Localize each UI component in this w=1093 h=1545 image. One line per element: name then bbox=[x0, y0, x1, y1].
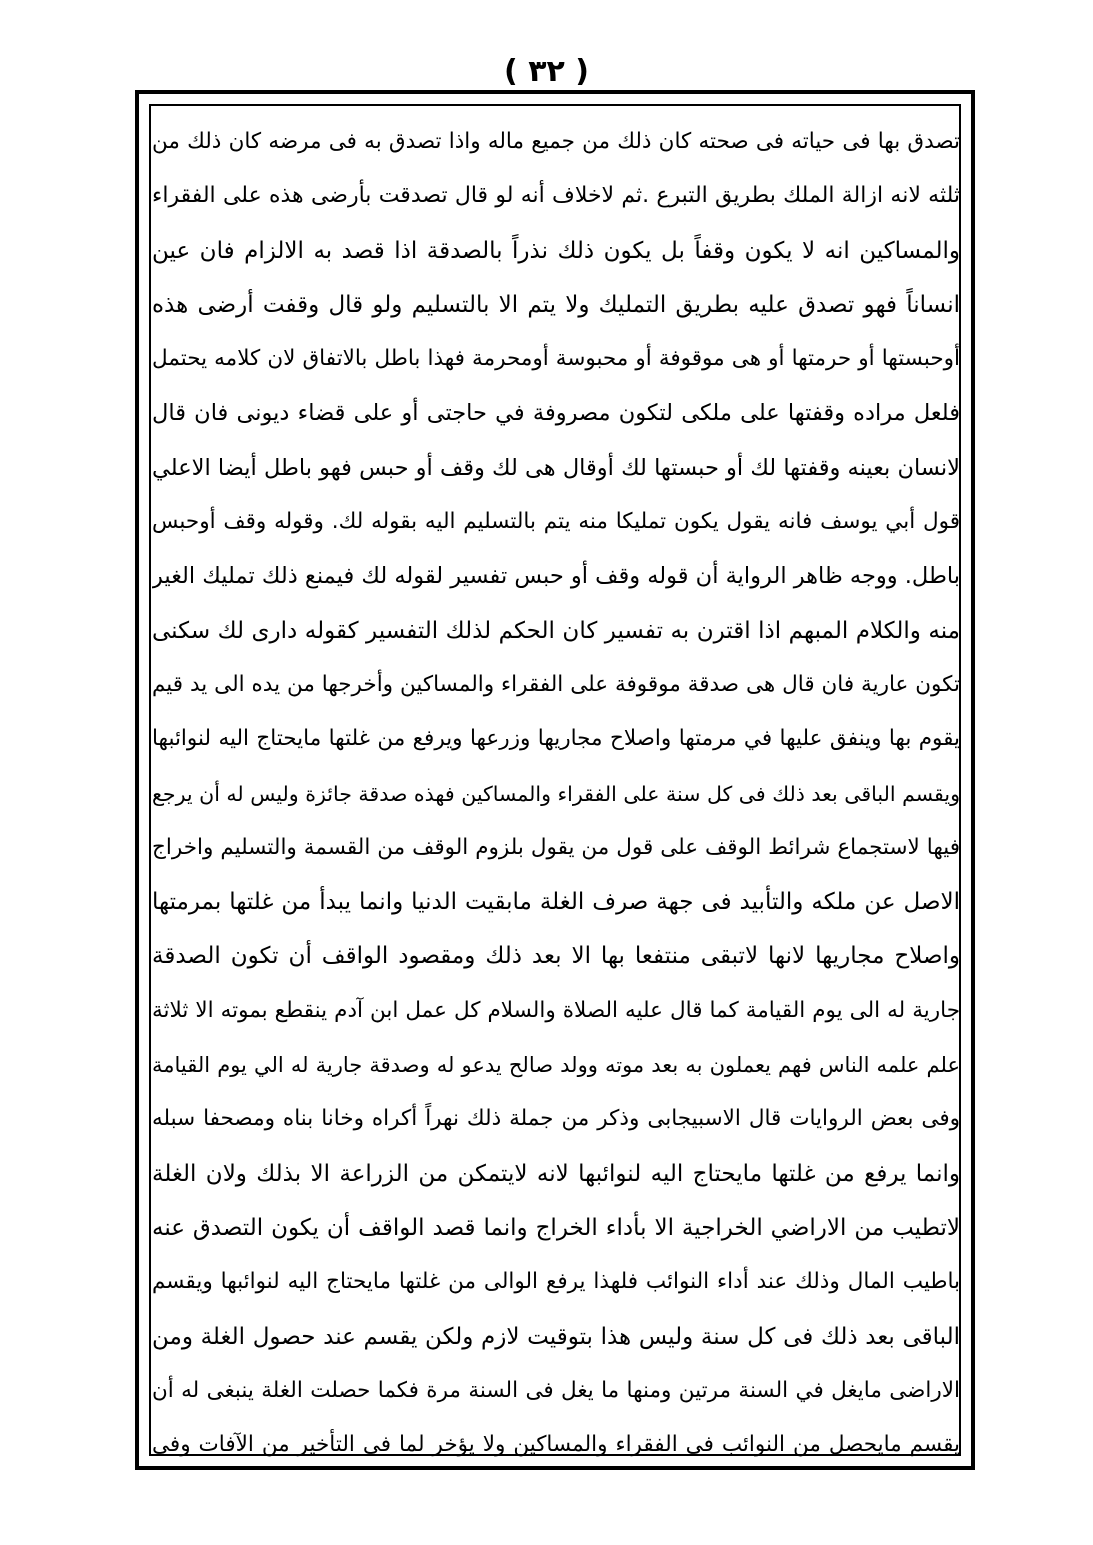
text-line: يقسم مايحصل من النوائب فى الفقراء والمساكين ولا يؤخر لما فى التأخير من الآفات وفى bbox=[152, 1432, 960, 1458]
body-text bbox=[152, 115, 960, 1472]
text-line: انساناً فهو تصدق عليه بطريق التمليك ولا يتم الا بالتسليم ولو قال وقفت أرضى هذه bbox=[152, 291, 960, 318]
text-line: فلعل مراده وقفتها على ملكى لتكون مصروفة في حاجتى أو على قضاء ديونى فان قال bbox=[152, 400, 960, 427]
text-line: باطل. ووجه ظاهر الرواية أن قوله وقف أو حبس تفسير لقوله لك فيمنع ذلك تمليك الغير bbox=[152, 563, 960, 590]
text-line: وفى بعض الروايات قال الاسبيجابى وذكر من جملة ذلك نهراً أكراه وخانا بناه ومصحفا سبله bbox=[152, 1106, 960, 1132]
text-line: وانما يرفع من غلتها مايحتاج اليه لنوائبها لانه لايتمكن من الزراعة الا بذلك ولان الغلة bbox=[152, 1160, 960, 1187]
text-line: ويقسم الباقى بعد ذلك فى كل سنة على الفقراء والمساكين فهذه صدقة جائزة وليس له أن يرجع bbox=[152, 781, 960, 806]
text-line: الاصل عن ملكه والتأبيد فى جهة صرف الغلة مابقيت الدنيا وانما يبدأ من غلتها بمرمتها bbox=[152, 889, 960, 916]
text-line: ثلثه لانه ازالة الملك بطريق التبرع .ثم لاخلاف أنه لو قال تصدقت بأرضى هذه على الفقراء bbox=[152, 183, 960, 209]
text-line: جارية له الى يوم القيامة كما قال عليه الصلاة والسلام كل عمل ابن آدم ينقطع بموته الا ثلاثة bbox=[152, 997, 960, 1023]
text-line: تكون عارية فان قال هى صدقة موقوفة على الفقراء والمساكين وأخرجها من يده الى يد قيم bbox=[152, 671, 960, 697]
text-line: فيها لاستجماع شرائط الوقف على قول من يقول بلزوم الوقف من القسمة والتسليم واخراج bbox=[152, 834, 960, 860]
text-line: لاتطيب من الاراضي الخراجية الا بأداء الخراج وانما قصد الواقف أن يكون التصدق عنه bbox=[152, 1214, 960, 1241]
text-line: واصلاح مجاريها لانها لاتبقى منتفعا بها الا بعد ذلك ومقصود الواقف أن تكون الصدقة bbox=[152, 943, 960, 970]
text-line: الباقى بعد ذلك فى كل سنة وليس هذا بتوقيت لازم ولكن يقسم عند حصول الغلة ومن bbox=[152, 1323, 960, 1350]
text-line: أوحبستها أو حرمتها أو هى موقوفة أو محبوسة أومحرمة فهذا باطل بالاتفاق لان كلامه يحتمل bbox=[152, 346, 960, 372]
text-line: علم علمه الناس فهم يعملون به بعد موته وولد صالح يدعو له وصدقة جارية له الي يوم القيامة bbox=[152, 1053, 960, 1078]
text-line: قول أبي يوسف فانه يقول يكون تمليكا منه يتم بالتسليم اليه بقوله لك. وقوله وقف أوحبس bbox=[152, 509, 960, 535]
text-line: يقوم بها وينفق عليها في مرمتها واصلاح مجاريها وزرعها ويرفع من غلتها مايحتاج اليه لنوائبها bbox=[152, 726, 960, 752]
text-line: منه والكلام المبهم اذا اقترن به تفسير كان الحكم لذلك التفسير كقوله دارى لك سكنى bbox=[152, 617, 960, 644]
text-line: لانسان بعينه وقفتها لك أو حبستها لك أوقال هى لك وقف أو حبس فهو باطل أيضا الاعلي bbox=[152, 454, 960, 481]
text-line: باطيب المال وذلك عند أداء النوائب فلهذا يرفع الوالى من غلتها مايحتاج اليه لنوائبها ويقسم bbox=[152, 1269, 960, 1295]
text-line: الاراضى مايغل في السنة مرتين ومنها ما يغل فى السنة مرة فكما حصلت الغلة ينبغى له أن bbox=[152, 1377, 960, 1403]
page-number: ( ٣٢ ) bbox=[504, 54, 589, 89]
text-line: والمساكين انه لا يكون وقفاً بل يكون ذلك نذراً بالصدقة اذا قصد به الالزام فان عين bbox=[152, 237, 960, 264]
text-line: تصدق بها فى حياته فى صحته كان ذلك من جميع ماله واذا تصدق به فى مرضه كان ذلك من bbox=[152, 129, 960, 154]
